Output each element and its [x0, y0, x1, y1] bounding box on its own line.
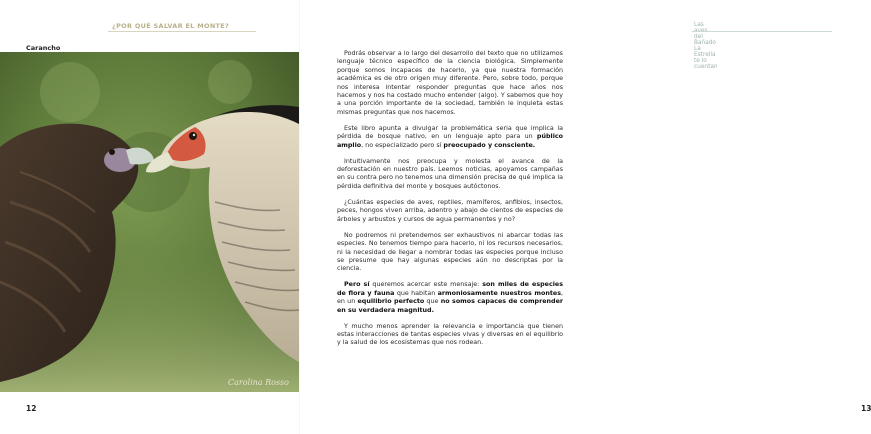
page-number-left: 12 [26, 404, 37, 413]
paragraph [337, 50, 563, 117]
text-run: , no especializado pero sí [361, 141, 444, 149]
bold-run: preocupado y consciente. [443, 141, 536, 149]
bird-photo [0, 52, 299, 392]
text-run: que [424, 298, 441, 306]
text-run: , en un [337, 289, 563, 306]
left-page [0, 0, 300, 434]
paragraph [337, 323, 563, 348]
text-run: Y mucho menos aprender la relevancia e importancia que tienen estas interacciones de tantas especies vivas y diversas en el equilibrio y la salud de los ecosistemas que nos rodean. [337, 322, 563, 347]
running-head-right: Las del Bañado La Estrella te lo cuentan [694, 22, 718, 70]
text-run: Intuitivamente nos preocupa y molesta el avance de la deforestación en nuestro país. Leemos noticias, apoyamos campañas en su contra pero no tenemos una dimensión precisa de qué implica la pérdida definitiva del monte y bosques autóctonos. [337, 157, 563, 190]
paragraph [337, 232, 563, 274]
header-rule-right [692, 31, 832, 32]
paragraph [337, 125, 563, 150]
bold-run: público amplio [337, 133, 563, 149]
photo-credit: Carolina Rosso [228, 378, 289, 387]
paragraph [337, 199, 563, 224]
caracara-illustration [0, 52, 299, 392]
header-rule-left [108, 31, 256, 32]
bold-run: armoniosamente nuestros montes [437, 289, 561, 297]
text-run: No podremos ni pretendemos ser exhaustivos ni abarcar todas las especies. No tenemos tiempo para hacerlo, ni los recursos necesarios, ni la necesidad de llegar a nombrar todas las especies porque incluso se presume que hay algunas especies aún no descriptas por la ciencia. [337, 231, 563, 273]
bold-run: son miles de especies de flora y fauna [337, 281, 563, 297]
paragraph [337, 158, 563, 192]
bold-run: equilibrio perfecto [357, 298, 425, 306]
text-run: Este libro apunta a divulgar la problemática seria que implica la pérdida de bosque nativo, en un lenguaje apto para un [337, 124, 563, 141]
text-run: Podrás observar a lo largo del desarrollo del texto que no utilizamos lenguaje técnico específico de la ciencia biológica. Simplemente porque somos incapaces de hacerlo, ya que nuestra formación académica es de otro origen muy diferente. Pero, sobre todo, porque nos interesa intentar responder preguntas que hace años nos hacemos y nos ha costado mucho entender (algo). Y sabemos que hoy a una porción importante de la sociedad, también le inquieta estas mismas preguntas que nos hacemos. [337, 50, 563, 116]
text-run: queremos acercar este mensaje: [369, 281, 483, 289]
bold-run: no somos capaces de comprender en su verdadera magnitud. [337, 298, 564, 314]
paragraph [337, 281, 563, 315]
text-run: que habitan [394, 289, 438, 297]
page-number-right: 13 [861, 404, 871, 413]
body-text [337, 50, 563, 355]
bold-run: Pero sí [344, 281, 370, 289]
running-head-left: ¿POR QUÉ SALVAR EL MONTE? [112, 22, 230, 30]
figure-caption: Carancho [26, 44, 61, 52]
text-run: ¿Cuántas especies de aves, reptiles, mamíferos, anfibios, insectos, peces, hongos viven arriba, adentro y abajo de cientos de especies de árboles y arbustos y cursos de agua permanentes y no? [337, 198, 563, 223]
